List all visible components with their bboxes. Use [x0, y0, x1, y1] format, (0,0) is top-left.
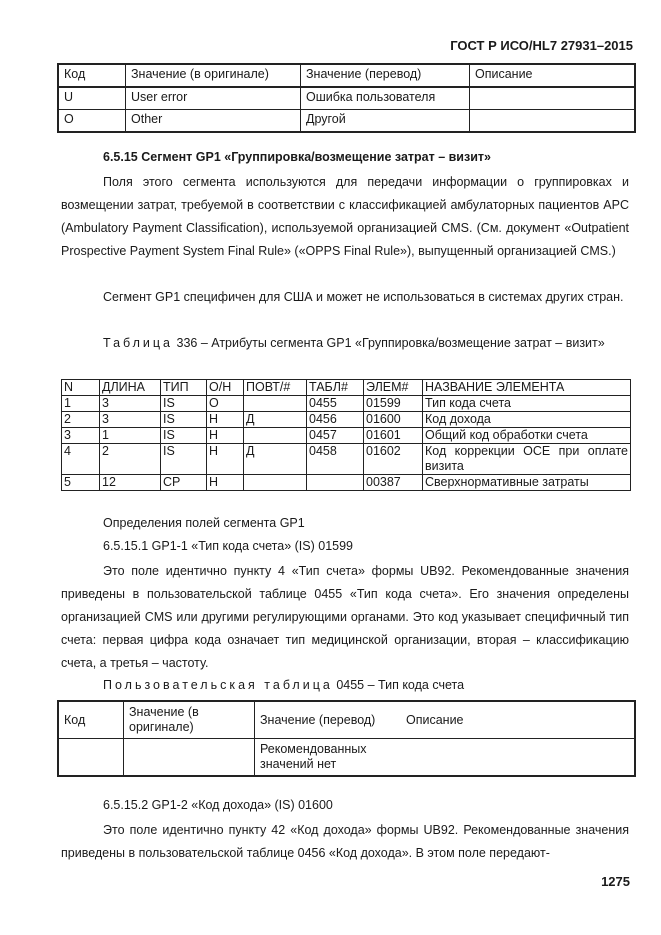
code-table: [57, 63, 636, 133]
section-heading: 6.5.15 Сегмент GP1 «Группировка/возмещение затрат – визит»: [103, 150, 491, 164]
header-cell: ТАБЛ#: [307, 380, 364, 396]
table-cell: 01602: [364, 444, 423, 475]
table-cell: 1: [100, 428, 161, 444]
header-cell: ПОВТ/#: [244, 380, 307, 396]
table-header-row: [58, 64, 635, 87]
table-cell: 5: [62, 475, 100, 491]
table-cell: 2: [100, 444, 161, 475]
page-number: 1275: [601, 874, 630, 889]
table-cell: 4: [62, 444, 100, 475]
table-cell: Д: [244, 412, 307, 428]
attributes-table: [61, 379, 631, 491]
table-cell: 0457: [307, 428, 364, 444]
standard-header: ГОСТ Р ИСО/HL7 27931–2015: [450, 38, 633, 53]
table-cell: [124, 739, 255, 777]
table-cell: 0458: [307, 444, 364, 475]
header-cell: Значение (в оригинале): [124, 701, 255, 739]
table-cell: H: [207, 444, 244, 475]
table-cell: 01600: [364, 412, 423, 428]
table-cell: 3: [62, 428, 100, 444]
table-row: [58, 739, 635, 777]
table-row: [62, 444, 631, 475]
table-cell: 0455: [307, 396, 364, 412]
table-cell: Д: [244, 444, 307, 475]
table-cell: 01599: [364, 396, 423, 412]
table-row: [58, 87, 635, 110]
header-cell: ТИП: [161, 380, 207, 396]
table-cell: Тип кода счета: [423, 396, 631, 412]
table-cell: IS: [161, 396, 207, 412]
table-cell: [307, 475, 364, 491]
table-cell: [470, 110, 636, 133]
paragraph: Это поле идентично пункту 4 «Тип счета» формы UB92. Рекомендованные значения приведены в пользовательской таблице 0455 «Тип кода счета». Его значения определены организацией CMS или другими регулирующими органами. Это код указывает специфичный тип счета: первая цифра кода означает тип медицинской организации, вторая – классификацию счета, а третья – частоту.: [61, 564, 629, 670]
table-cell: Код дохода: [423, 412, 631, 428]
table-cell: CP: [161, 475, 207, 491]
caption-text: 0455 – Тип кода счета: [336, 678, 465, 692]
subsection-heading: 6.5.15.1 GP1-1 «Тип кода счета» (IS) 01599: [103, 539, 354, 553]
paragraph: Сегмент GP1 специфичен для США и может не использоваться в системах других стран.: [103, 290, 624, 304]
table-header-row: [62, 380, 631, 396]
header-cell: О/Н: [207, 380, 244, 396]
table-cell: [244, 428, 307, 444]
table-cell: H: [207, 412, 244, 428]
header-cell: Значение (перевод): [301, 64, 470, 87]
table-cell: H: [207, 475, 244, 491]
header-cell: Описание: [401, 701, 635, 739]
table-cell: IS: [161, 412, 207, 428]
paragraph: Это поле идентично пункту 42 «Код дохода» формы UB92. Рекомендованные значения приведены в пользовательской таблице 0456 «Код дохода». В этом поле передают-: [61, 823, 629, 860]
table-cell: 3: [100, 412, 161, 428]
table-cell: 2: [62, 412, 100, 428]
field-definitions-heading: Определения полей сегмента GP1: [103, 516, 305, 530]
caption-word: Таблица: [103, 336, 174, 350]
header-cell: Описание: [470, 64, 636, 87]
table-cell: Другой: [301, 110, 470, 133]
table-cell: IS: [161, 428, 207, 444]
table-cell: [401, 739, 635, 777]
table-cell: [244, 475, 307, 491]
table-row: [62, 428, 631, 444]
table-cell: Общий код обработки счета: [423, 428, 631, 444]
header-cell: ДЛИНА: [100, 380, 161, 396]
table-cell: O: [207, 396, 244, 412]
table-cell: Other: [126, 110, 301, 133]
table-cell: U: [58, 87, 126, 110]
table-caption: [61, 674, 629, 697]
table-cell: IS: [161, 444, 207, 475]
header-cell: Код: [58, 64, 126, 87]
table-cell: 00387: [364, 475, 423, 491]
subsection-heading: 6.5.15.2 GP1-2 «Код дохода» (IS) 01600: [103, 798, 333, 812]
table-cell: H: [207, 428, 244, 444]
table-cell: Ошибка пользователя: [301, 87, 470, 110]
header-cell: Значение (перевод): [255, 701, 402, 739]
table-cell: 3: [100, 396, 161, 412]
caption-text: 336 – Атрибуты сегмента GP1 «Группировка/возмещение затрат – визит»: [176, 336, 605, 350]
user-table-0455: [57, 700, 636, 777]
table-cell: Сверхнормативные затраты: [423, 475, 631, 491]
header-cell: НАЗВАНИЕ ЭЛЕМЕНТА: [423, 380, 631, 396]
header-cell: ЭЛЕМ#: [364, 380, 423, 396]
table-cell: Рекомендованных значений нет: [255, 739, 402, 777]
caption-word: Пользовательская таблица: [103, 678, 333, 692]
table-cell: 1: [62, 396, 100, 412]
paragraph: Поля этого сегмента используются для передачи информации о группировках и возмещении затрат, требуемой в соответствии с классификацией амбулаторных пациентов APC (Ambulatory Payment Classification), используемой организацией CMS. (См. документ «Outpatient Prospective Payment System Final Rule» («OPPS Final Rule»), выпущенный организацией CMS.): [61, 175, 629, 258]
table-header-row: [58, 701, 635, 739]
header-cell: Значение (в оригинале): [126, 64, 301, 87]
table-cell: O: [58, 110, 126, 133]
table-cell: 0456: [307, 412, 364, 428]
table-cell: Код коррекции ОСЕ при оплате визита: [423, 444, 631, 475]
table-cell: User error: [126, 87, 301, 110]
table-row: [62, 412, 631, 428]
table-cell: 12: [100, 475, 161, 491]
table-cell: [470, 87, 636, 110]
table-cell: 01601: [364, 428, 423, 444]
table-row: [62, 396, 631, 412]
table-row: [62, 475, 631, 491]
table-row: [58, 110, 635, 133]
table-cell: [244, 396, 307, 412]
header-cell: Код: [58, 701, 124, 739]
header-cell: N: [62, 380, 100, 396]
table-caption: [61, 332, 629, 355]
table-cell: [58, 739, 124, 777]
